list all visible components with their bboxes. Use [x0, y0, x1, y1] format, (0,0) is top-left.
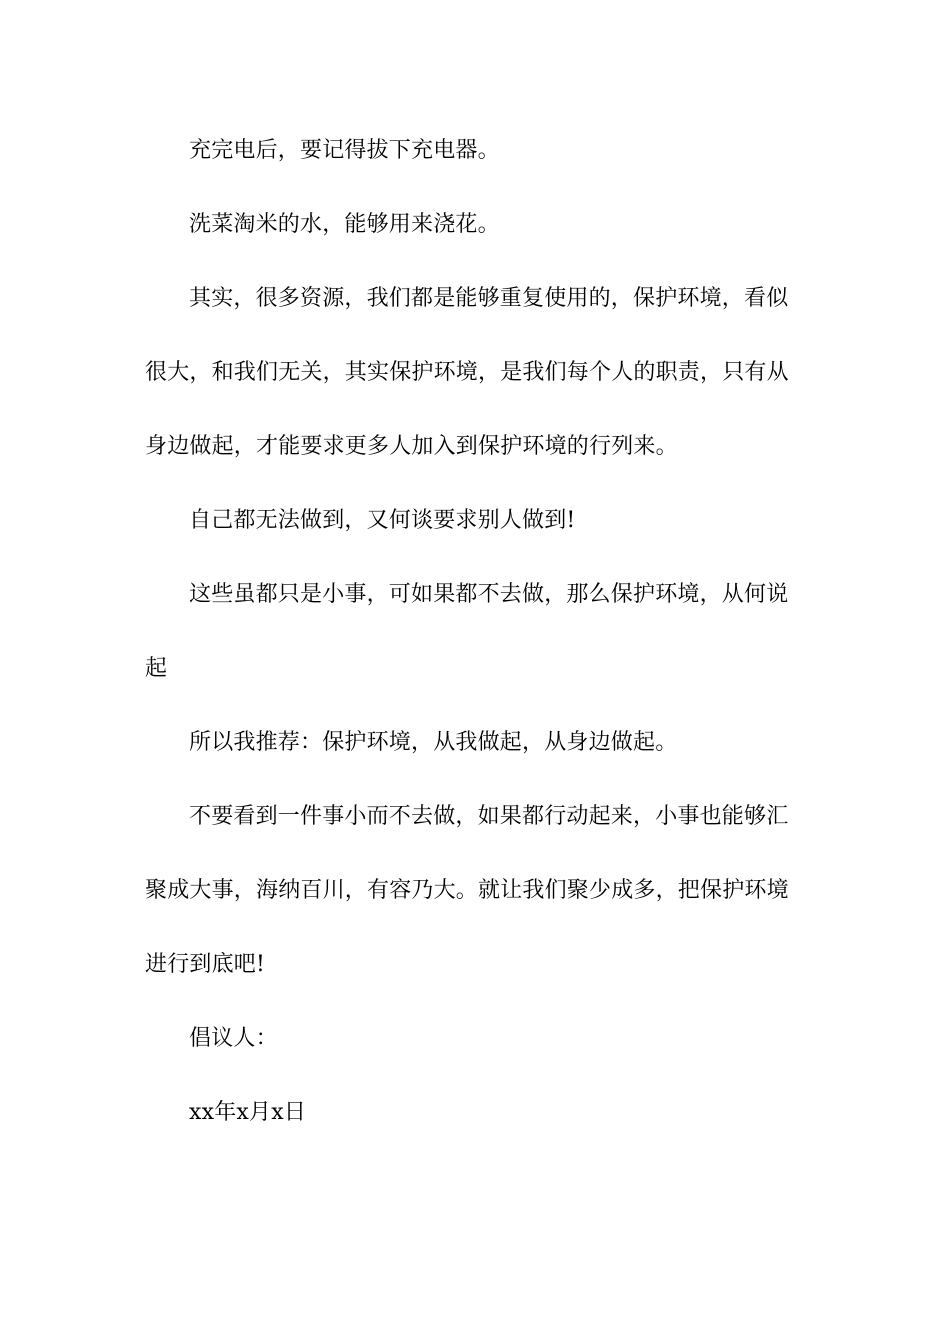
- text-line: 自己都无法做到，又何谈要求别人做到!: [189, 508, 576, 533]
- text-line: 这些虽都只是小事，可如果都不去做，那么保护环境，从何说: [189, 582, 789, 607]
- paragraph-charger: [145, 114, 805, 188]
- text-line: 起: [145, 656, 168, 681]
- paragraph-small-things: [145, 558, 805, 706]
- paragraph-recommendation: [145, 706, 805, 780]
- text-line: 其实，很多资源，我们都是能够重复使用的，保护环境，看似: [189, 286, 789, 311]
- text-line: 充完电后，要记得拔下充电器。: [189, 138, 500, 163]
- paragraph-resources: [145, 262, 805, 484]
- paragraph-self-first: [145, 484, 805, 558]
- text-line: 所以我推荐：保护环境，从我做起，从身边做起。: [189, 730, 678, 755]
- text-line: 很大，和我们无关，其实保护环境，是我们每个人的职责，只有从: [145, 360, 789, 385]
- signature-date: [145, 1076, 805, 1150]
- text-line: 洗菜淘米的水，能够用来浇花。: [189, 212, 500, 237]
- text-line: 不要看到一件事小而不去做，如果都行动起来，小事也能够汇: [189, 804, 789, 829]
- text-line: xx年x月x日: [189, 1100, 307, 1125]
- signature-initiator: [145, 1002, 805, 1076]
- paragraph-water-reuse: [145, 188, 805, 262]
- text-line: 倡议人：: [189, 1026, 278, 1051]
- text-line: 身边做起，才能要求更多人加入到保护环境的行列来。: [145, 434, 678, 459]
- document-body: [145, 114, 805, 1150]
- paragraph-call-to-action: [145, 780, 805, 1002]
- text-line: 进行到底吧!: [145, 952, 266, 977]
- text-line: 聚成大事，海纳百川，有容乃大。就让我们聚少成多，把保护环境: [145, 878, 789, 903]
